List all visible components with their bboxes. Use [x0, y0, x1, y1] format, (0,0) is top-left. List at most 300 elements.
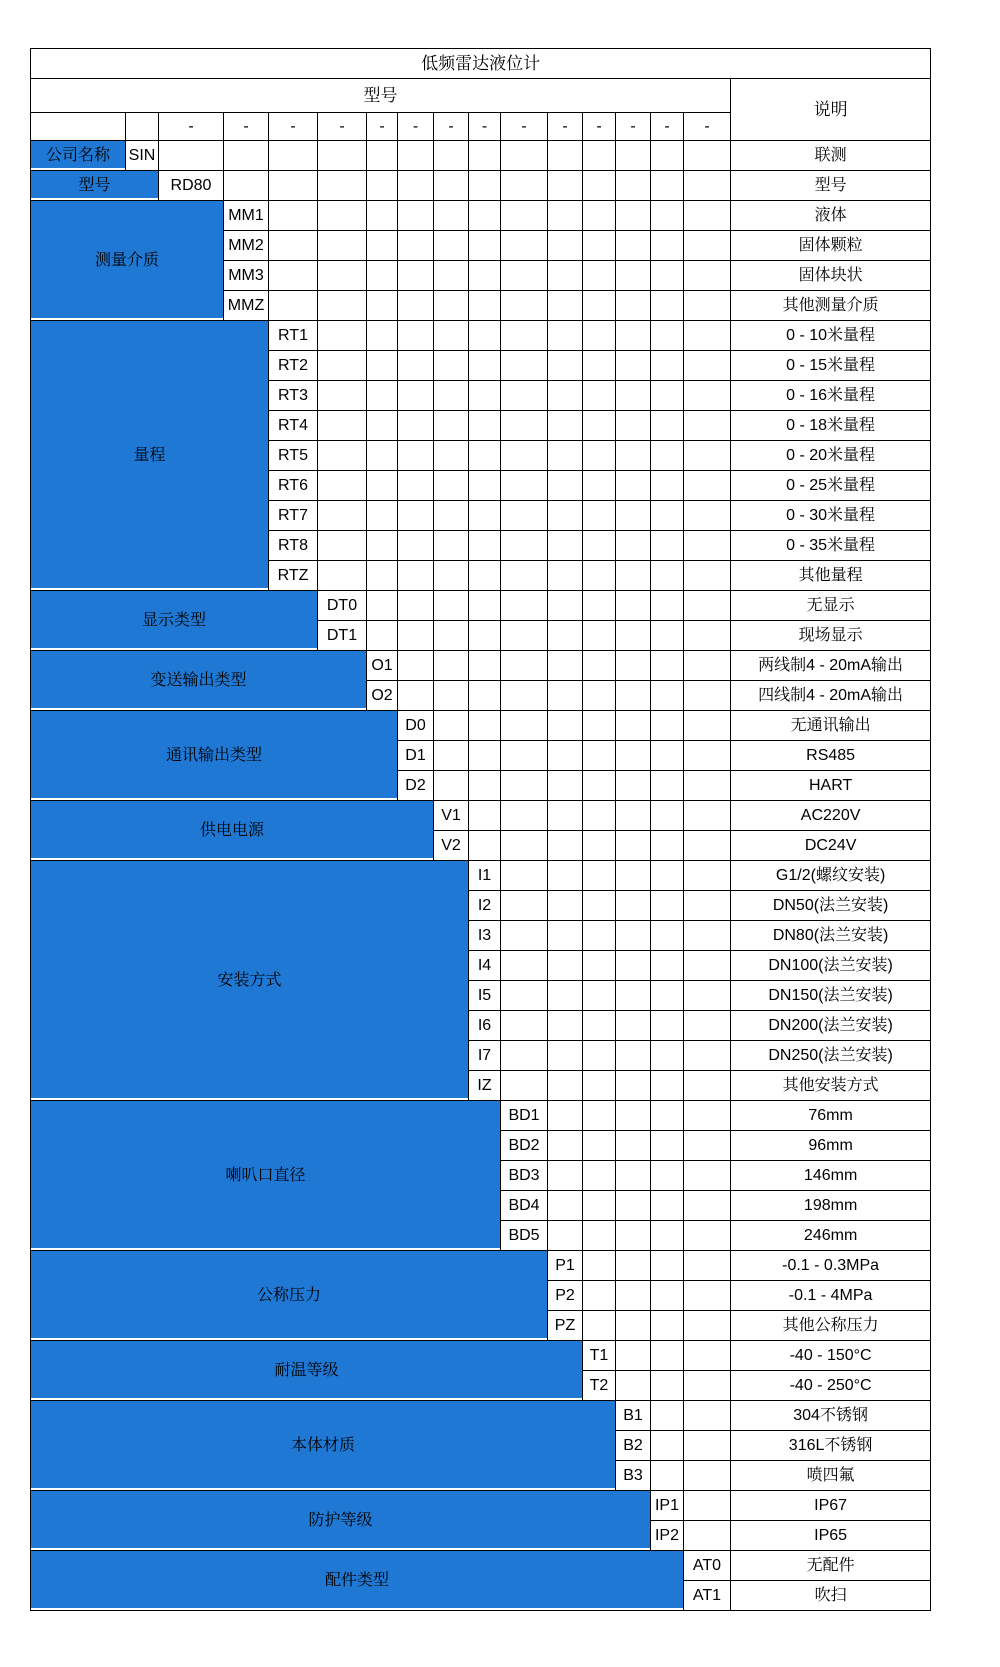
group-label: 变送输出类型: [31, 651, 367, 711]
empty-cell: [398, 411, 434, 441]
empty-cell: [501, 831, 548, 861]
empty-cell: [318, 291, 367, 321]
empty-cell: [318, 141, 367, 171]
empty-cell: [469, 141, 501, 171]
empty-cell: [684, 321, 731, 351]
code-cell: I7: [469, 1041, 501, 1071]
empty-cell: [684, 171, 731, 201]
group-label: 公称压力: [31, 1251, 548, 1341]
empty-cell: [583, 1131, 616, 1161]
empty-cell: [684, 1131, 731, 1161]
empty-cell: [616, 531, 651, 561]
empty-cell: [501, 951, 548, 981]
empty-cell: [469, 741, 501, 771]
empty-cell: [434, 141, 469, 171]
dash-cell: -: [684, 113, 731, 141]
description-cell: 联测: [731, 141, 931, 171]
code-cell: RT2: [269, 351, 318, 381]
empty-cell: [684, 1281, 731, 1311]
empty-cell: [224, 141, 269, 171]
empty-cell: [616, 681, 651, 711]
description-cell: 其他量程: [731, 561, 931, 591]
empty-cell: [583, 531, 616, 561]
empty-cell: [583, 1281, 616, 1311]
empty-cell: [548, 411, 583, 441]
code-cell: IZ: [469, 1071, 501, 1101]
empty-cell: [469, 471, 501, 501]
empty-cell: [583, 171, 616, 201]
empty-cell: [616, 1341, 651, 1371]
code-cell: RT4: [269, 411, 318, 441]
empty-cell: [651, 351, 684, 381]
empty-cell: [684, 471, 731, 501]
empty-cell: [583, 921, 616, 951]
empty-cell: [367, 141, 398, 171]
empty-cell: [398, 321, 434, 351]
empty-cell: [501, 861, 548, 891]
code-cell: O2: [367, 681, 398, 711]
empty-cell: [398, 351, 434, 381]
empty-cell: [548, 351, 583, 381]
empty-cell: [548, 501, 583, 531]
empty-cell: [616, 711, 651, 741]
code-cell: I2: [469, 891, 501, 921]
empty-cell: [548, 291, 583, 321]
description-cell: 0 - 25米量程: [731, 471, 931, 501]
empty-cell: [651, 471, 684, 501]
empty-cell: [583, 951, 616, 981]
empty-cell: [398, 141, 434, 171]
empty-cell: [548, 531, 583, 561]
empty-cell: [434, 531, 469, 561]
empty-cell: [398, 231, 434, 261]
dash-cell: -: [469, 113, 501, 141]
model-selection-table: [30, 48, 931, 1611]
empty-cell: [501, 1011, 548, 1041]
empty-cell: [469, 771, 501, 801]
table-row: [31, 651, 931, 681]
empty-cell: [501, 411, 548, 441]
dash-cell: -: [224, 113, 269, 141]
empty-cell: [318, 531, 367, 561]
empty-cell: [318, 471, 367, 501]
empty-cell: [318, 351, 367, 381]
empty-cell: [684, 621, 731, 651]
empty-cell: [367, 561, 398, 591]
empty-cell: [548, 921, 583, 951]
empty-cell: [684, 1251, 731, 1281]
empty-cell: [501, 591, 548, 621]
empty-cell: [434, 171, 469, 201]
empty-cell: [434, 771, 469, 801]
dash-cell: -: [318, 113, 367, 141]
empty-cell: [434, 711, 469, 741]
empty-cell: [398, 531, 434, 561]
description-header: 说明: [731, 79, 931, 141]
empty-cell: [434, 501, 469, 531]
empty-cell: [434, 471, 469, 501]
empty-cell: [501, 351, 548, 381]
empty-cell: [651, 621, 684, 651]
code-cell: DT1: [318, 621, 367, 651]
empty-cell: [501, 921, 548, 951]
empty-cell: [583, 261, 616, 291]
empty-cell: [651, 561, 684, 591]
description-cell: HART: [731, 771, 931, 801]
empty-cell: [367, 351, 398, 381]
empty-cell: [398, 261, 434, 291]
empty-cell: [548, 141, 583, 171]
code-cell: RTZ: [269, 561, 318, 591]
empty-cell: [318, 441, 367, 471]
dash-cell: -: [501, 113, 548, 141]
empty-cell: [398, 381, 434, 411]
table-row: [31, 591, 931, 621]
dash-cell: -: [367, 113, 398, 141]
empty-cell: [224, 171, 269, 201]
empty-cell: [501, 891, 548, 921]
empty-cell: [469, 351, 501, 381]
code-cell: B2: [616, 1431, 651, 1461]
empty-cell: [469, 651, 501, 681]
empty-cell: [616, 771, 651, 801]
empty-cell: [583, 1041, 616, 1071]
empty-cell: [501, 741, 548, 771]
empty-cell: [651, 291, 684, 321]
empty-cell: [469, 591, 501, 621]
code-cell: I4: [469, 951, 501, 981]
empty-cell: [616, 441, 651, 471]
code-cell: MM2: [224, 231, 269, 261]
empty-cell: [548, 591, 583, 621]
empty-cell: [548, 441, 583, 471]
empty-cell: [616, 831, 651, 861]
empty-cell: [501, 291, 548, 321]
empty-cell: [367, 531, 398, 561]
code-cell: IP1: [651, 1491, 684, 1521]
empty-cell: [651, 201, 684, 231]
empty-cell: [651, 891, 684, 921]
table-row: [31, 141, 931, 171]
empty-cell: [501, 201, 548, 231]
empty-cell: [684, 771, 731, 801]
empty-cell: [651, 1281, 684, 1311]
empty-cell: [684, 1041, 731, 1071]
empty-cell: [583, 711, 616, 741]
empty-cell: [616, 381, 651, 411]
empty-cell: [651, 261, 684, 291]
empty-cell: [583, 651, 616, 681]
empty-cell: [651, 1341, 684, 1371]
empty-cell: [469, 321, 501, 351]
empty-cell: [651, 1431, 684, 1461]
code-cell: SIN: [126, 141, 159, 171]
empty-cell: [398, 441, 434, 471]
empty-cell: [583, 1311, 616, 1341]
description-cell: 型号: [731, 171, 931, 201]
empty-cell: [583, 1191, 616, 1221]
empty-cell: [651, 381, 684, 411]
group-label: 显示类型: [31, 591, 318, 651]
empty-cell: [651, 951, 684, 981]
empty-cell: [616, 351, 651, 381]
empty-cell: [367, 171, 398, 201]
empty-cell: [548, 651, 583, 681]
empty-cell: [548, 381, 583, 411]
empty-cell: [651, 1191, 684, 1221]
empty-cell: [651, 411, 684, 441]
code-cell: AT0: [684, 1551, 731, 1581]
empty-cell: [548, 681, 583, 711]
empty-cell: [583, 351, 616, 381]
empty-cell: [583, 471, 616, 501]
empty-cell: [616, 801, 651, 831]
group-label: 配件类型: [31, 1551, 684, 1611]
description-cell: DN150(法兰安装): [731, 981, 931, 1011]
empty-cell: [583, 381, 616, 411]
empty-cell: [318, 321, 367, 351]
empty-cell: [616, 1071, 651, 1101]
empty-cell: [684, 381, 731, 411]
empty-cell: [367, 291, 398, 321]
empty-cell: [651, 861, 684, 891]
empty-cell: [583, 771, 616, 801]
empty-cell: [616, 231, 651, 261]
empty-cell: [469, 681, 501, 711]
empty-cell: [583, 801, 616, 831]
empty-cell: [398, 501, 434, 531]
empty-cell: [616, 891, 651, 921]
description-cell: 146mm: [731, 1161, 931, 1191]
description-cell: -0.1 - 4MPa: [731, 1281, 931, 1311]
code-cell: P1: [548, 1251, 583, 1281]
empty-cell: [684, 1161, 731, 1191]
empty-cell: [469, 231, 501, 261]
empty-cell: [318, 261, 367, 291]
empty-cell: [548, 891, 583, 921]
description-cell: 0 - 18米量程: [731, 411, 931, 441]
empty-cell: [367, 411, 398, 441]
description-cell: 0 - 16米量程: [731, 381, 931, 411]
empty-cell: [269, 291, 318, 321]
description-cell: 现场显示: [731, 621, 931, 651]
code-cell: AT1: [684, 1581, 731, 1611]
empty-cell: [367, 471, 398, 501]
description-cell: 无配件: [731, 1551, 931, 1581]
table-row: [31, 1491, 931, 1521]
code-cell: IP2: [651, 1521, 684, 1551]
description-cell: -40 - 250°C: [731, 1371, 931, 1401]
table-row: [31, 49, 931, 79]
empty-cell: [616, 921, 651, 951]
table-row: [31, 711, 931, 741]
empty-cell: [269, 261, 318, 291]
empty-cell: [651, 1101, 684, 1131]
empty-cell: [548, 1221, 583, 1251]
empty-cell: [548, 831, 583, 861]
empty-cell: [684, 1461, 731, 1491]
empty-cell: [684, 291, 731, 321]
empty-cell: [583, 501, 616, 531]
empty-cell: [684, 1101, 731, 1131]
empty-cell: [684, 891, 731, 921]
empty-cell: [651, 1161, 684, 1191]
empty-cell: [434, 411, 469, 441]
empty-cell: [548, 1131, 583, 1161]
group-label: 耐温等级: [31, 1341, 583, 1401]
empty-cell: [684, 1311, 731, 1341]
empty-cell: [501, 561, 548, 591]
table-row: [31, 201, 931, 231]
empty-cell: [318, 381, 367, 411]
code-cell: RD80: [159, 171, 224, 201]
empty-cell: [398, 621, 434, 651]
table-row: [31, 801, 931, 831]
empty-cell: [501, 621, 548, 651]
empty-cell: [583, 141, 616, 171]
code-cell: RT7: [269, 501, 318, 531]
code-cell: D2: [398, 771, 434, 801]
empty-cell: [398, 291, 434, 321]
description-cell: -0.1 - 0.3MPa: [731, 1251, 931, 1281]
code-cell: V1: [434, 801, 469, 831]
empty-cell: [434, 351, 469, 381]
code-cell: D1: [398, 741, 434, 771]
empty-cell: [548, 171, 583, 201]
description-cell: 无显示: [731, 591, 931, 621]
description-cell: 液体: [731, 201, 931, 231]
empty-cell: [434, 261, 469, 291]
empty-cell: [616, 741, 651, 771]
empty-cell: [548, 861, 583, 891]
empty-cell: [434, 381, 469, 411]
code-cell: BD3: [501, 1161, 548, 1191]
empty-cell: [367, 591, 398, 621]
description-cell: 96mm: [731, 1131, 931, 1161]
empty-cell: [684, 561, 731, 591]
description-cell: 76mm: [731, 1101, 931, 1131]
description-cell: DN250(法兰安装): [731, 1041, 931, 1071]
description-cell: DC24V: [731, 831, 931, 861]
empty-cell: [548, 1191, 583, 1221]
empty-cell: [651, 831, 684, 861]
group-label: 安装方式: [31, 861, 469, 1101]
empty-cell: [548, 471, 583, 501]
empty-cell: [616, 1101, 651, 1131]
description-cell: DN200(法兰安装): [731, 1011, 931, 1041]
empty-cell: [616, 951, 651, 981]
description-cell: DN100(法兰安装): [731, 951, 931, 981]
empty-cell: [583, 321, 616, 351]
empty-cell: [684, 1371, 731, 1401]
empty-cell: [501, 381, 548, 411]
code-cell: RT1: [269, 321, 318, 351]
empty-cell: [583, 201, 616, 231]
empty-cell: [583, 1221, 616, 1251]
dash-cell: -: [583, 113, 616, 141]
empty-cell: [616, 171, 651, 201]
empty-cell: [501, 651, 548, 681]
empty-cell: [684, 1521, 731, 1551]
empty-cell: [651, 981, 684, 1011]
empty-cell: [398, 171, 434, 201]
empty-cell: [367, 621, 398, 651]
empty-cell: [434, 441, 469, 471]
empty-cell: [583, 561, 616, 591]
empty-cell: [616, 1221, 651, 1251]
empty-cell: [583, 1101, 616, 1131]
empty-cell: [651, 231, 684, 261]
group-label: 公司名称: [31, 141, 126, 171]
empty-cell: [583, 1251, 616, 1281]
empty-cell: [651, 531, 684, 561]
empty-cell: [583, 1071, 616, 1101]
empty-cell: [469, 291, 501, 321]
empty-cell: [616, 471, 651, 501]
empty-cell: [398, 471, 434, 501]
empty-cell: [434, 201, 469, 231]
empty-cell: [583, 981, 616, 1011]
spacer-cell: [31, 113, 126, 141]
table-row: [31, 1401, 931, 1431]
description-cell: G1/2(螺纹安装): [731, 861, 931, 891]
description-cell: -40 - 150°C: [731, 1341, 931, 1371]
empty-cell: [684, 1221, 731, 1251]
empty-cell: [398, 201, 434, 231]
description-cell: DN50(法兰安装): [731, 891, 931, 921]
empty-cell: [616, 561, 651, 591]
empty-cell: [651, 1011, 684, 1041]
table-row: [31, 1101, 931, 1131]
description-cell: 316L不锈钢: [731, 1431, 931, 1461]
description-cell: AC220V: [731, 801, 931, 831]
empty-cell: [501, 231, 548, 261]
empty-cell: [616, 321, 651, 351]
empty-cell: [398, 591, 434, 621]
empty-cell: [469, 621, 501, 651]
code-cell: T1: [583, 1341, 616, 1371]
empty-cell: [651, 681, 684, 711]
code-cell: DT0: [318, 591, 367, 621]
table-row: [31, 171, 931, 201]
code-cell: I3: [469, 921, 501, 951]
empty-cell: [318, 561, 367, 591]
empty-cell: [583, 741, 616, 771]
description-cell: 吹扫: [731, 1581, 931, 1611]
empty-cell: [367, 261, 398, 291]
code-cell: MM1: [224, 201, 269, 231]
empty-cell: [469, 171, 501, 201]
empty-cell: [548, 1071, 583, 1101]
empty-cell: [616, 1191, 651, 1221]
empty-cell: [318, 201, 367, 231]
group-label: 供电电源: [31, 801, 434, 861]
empty-cell: [684, 351, 731, 381]
empty-cell: [501, 771, 548, 801]
empty-cell: [616, 1281, 651, 1311]
code-cell: B3: [616, 1461, 651, 1491]
empty-cell: [684, 501, 731, 531]
description-cell: 无通讯输出: [731, 711, 931, 741]
spacer-cell: [126, 113, 159, 141]
empty-cell: [651, 1041, 684, 1071]
dash-cell: -: [651, 113, 684, 141]
empty-cell: [583, 831, 616, 861]
group-label: 测量介质: [31, 201, 224, 321]
dash-cell: -: [159, 113, 224, 141]
empty-cell: [616, 651, 651, 681]
empty-cell: [469, 561, 501, 591]
